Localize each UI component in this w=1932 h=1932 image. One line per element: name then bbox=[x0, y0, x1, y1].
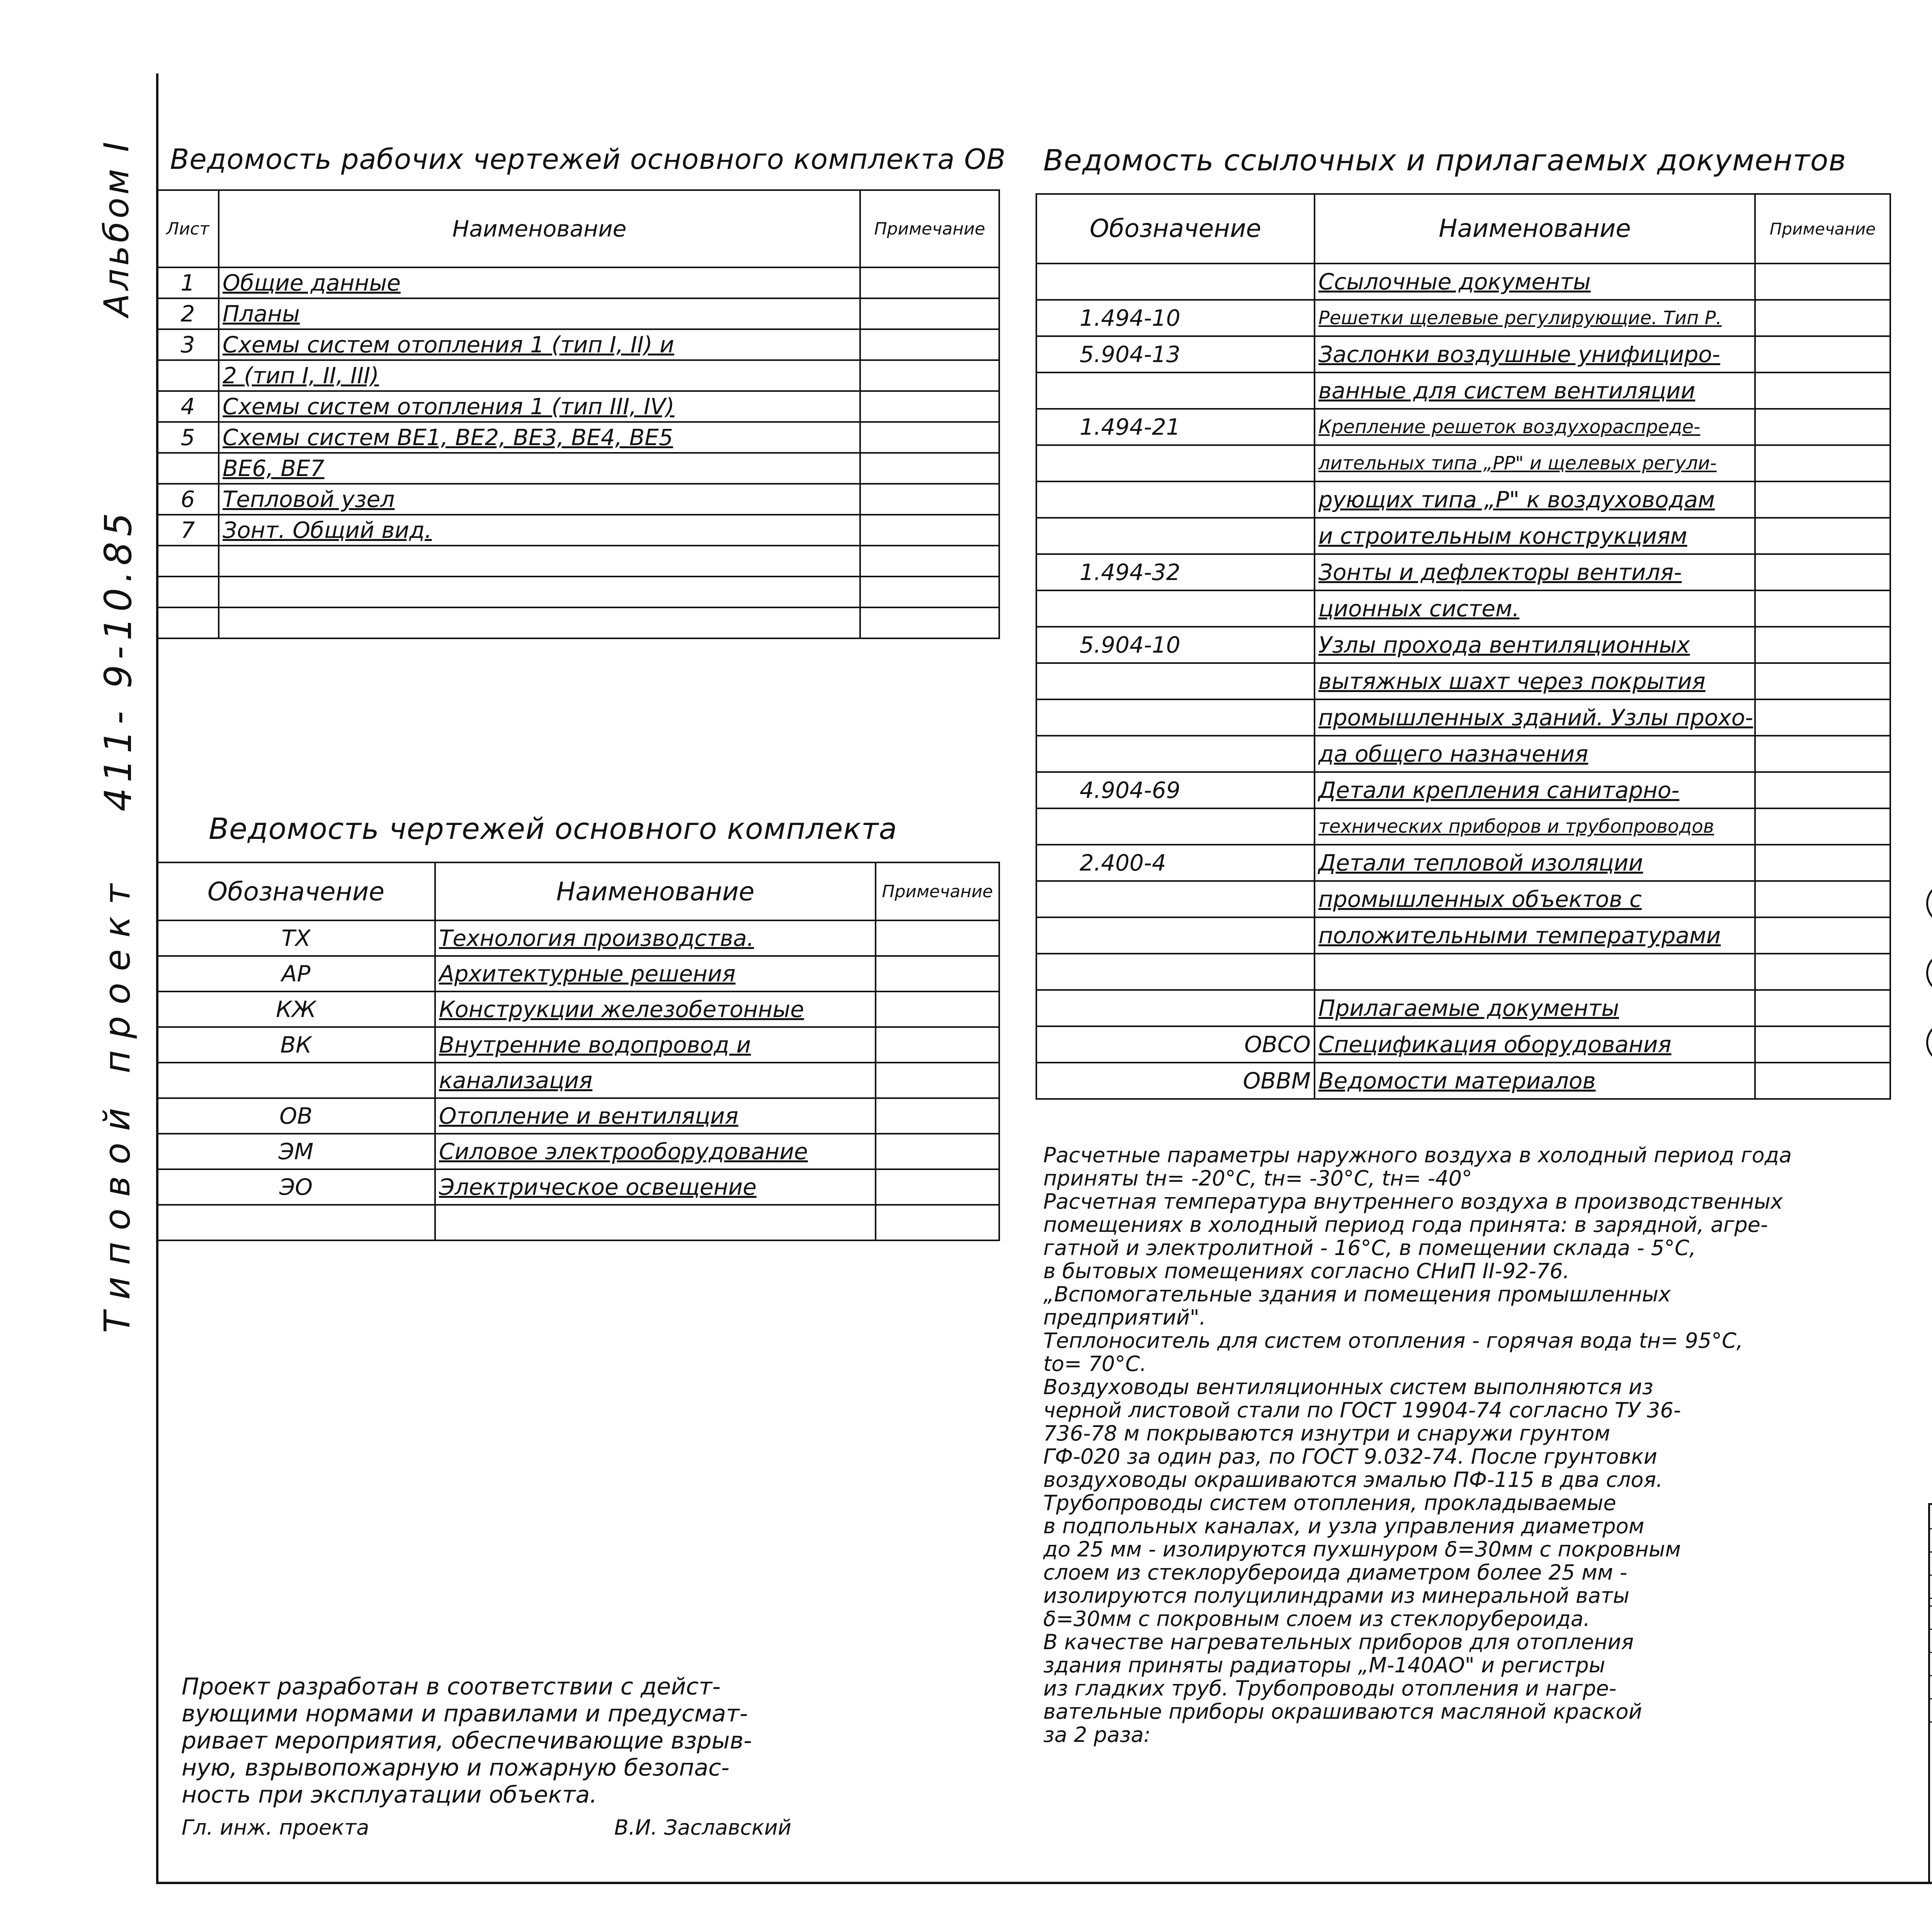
wd-name-cell: Планы bbox=[219, 298, 860, 329]
table-row bbox=[1036, 336, 1890, 372]
table-row bbox=[157, 1205, 999, 1240]
rd-code-cell bbox=[1036, 518, 1315, 554]
referenced-docs-title: Ведомость ссылочных и прилагаемых документов bbox=[1043, 143, 1847, 177]
rd-name-cell: положительными температурами bbox=[1315, 917, 1755, 954]
rd-name-cell: ционных систем. bbox=[1315, 590, 1755, 627]
note-line: предприятий". bbox=[1043, 1305, 1206, 1330]
ms-col-note: Примечание bbox=[876, 862, 999, 920]
rd-name-cell: Заслонки воздушные унифициро- bbox=[1315, 336, 1755, 372]
note-line: tо= 70°С. bbox=[1043, 1352, 1147, 1376]
note-line: изолируются полуцилиндрами из минеральной ваты bbox=[1043, 1583, 1629, 1608]
ms-name-cell: Конструкции железобетонные bbox=[435, 992, 876, 1027]
rd-code-cell: 1.494-32 bbox=[1036, 554, 1315, 590]
table-row bbox=[157, 267, 999, 298]
ms-col-code: Обозначение bbox=[157, 862, 435, 920]
wd-name-cell: Тепловой узел bbox=[219, 484, 860, 515]
ms-note-cell bbox=[876, 920, 999, 956]
title-block-left bbox=[1930, 1505, 1932, 1884]
table-row bbox=[157, 577, 999, 607]
wd-name-cell: Схемы систем ВЕ1, ВЕ2, ВЕ3, ВЕ4, ВЕ5 bbox=[219, 422, 860, 453]
rd-name-cell: ванные для систем вентиляции bbox=[1315, 372, 1755, 409]
note-line: 736-78 м покрываются изнутри и снаружи грунтом bbox=[1043, 1421, 1611, 1446]
ms-code-cell: ОВ bbox=[157, 1098, 435, 1134]
table-row bbox=[1036, 881, 1890, 917]
ms-code-cell: ВК bbox=[157, 1027, 435, 1063]
wd-name-cell bbox=[219, 607, 860, 638]
rd-name-cell bbox=[1315, 954, 1755, 990]
wd-sheet-cell: 2 bbox=[157, 298, 219, 329]
rd-code-cell: 1.494-21 bbox=[1036, 409, 1315, 445]
note-line: здания приняты радиаторы „М-140АО" и регистры bbox=[1043, 1653, 1605, 1677]
table-row bbox=[157, 515, 999, 546]
ms-note-cell bbox=[876, 1063, 999, 1098]
ms-code-cell bbox=[157, 1063, 435, 1098]
rd-code-cell: 5.904-13 bbox=[1036, 336, 1315, 372]
wd-name-cell: Общие данные bbox=[219, 267, 860, 298]
project-code: 411- 9-10.85 bbox=[97, 507, 140, 811]
table-row bbox=[157, 360, 999, 391]
table-row bbox=[157, 546, 999, 577]
rd-name-cell: лительных типа „РР" и щелевых регули- bbox=[1315, 445, 1755, 481]
rd-name-cell: Ссылочные документы bbox=[1315, 264, 1755, 300]
note-line: Воздуховоды вентиляционных систем выполняются из bbox=[1043, 1375, 1653, 1399]
wd-note-cell bbox=[860, 267, 999, 298]
tb-grid-line bbox=[1930, 1575, 1932, 1576]
table-row bbox=[1036, 554, 1890, 590]
rd-name-cell: промышленных зданий. Узлы прохо- bbox=[1315, 699, 1755, 736]
rd-note-cell bbox=[1755, 954, 1890, 990]
ms-name-cell: Технология производства. bbox=[435, 920, 876, 956]
rd-name-cell: Прилагаемые документы bbox=[1315, 990, 1755, 1026]
rd-code-cell bbox=[1036, 808, 1315, 845]
note-line: воздуховоды окрашиваются эмалью ПФ-115 в два слоя. bbox=[1043, 1468, 1663, 1492]
rd-name-cell: Детали тепловой изоляции bbox=[1315, 845, 1755, 881]
table-row bbox=[1036, 845, 1890, 881]
table-row bbox=[157, 329, 999, 360]
wd-sheet-cell bbox=[157, 453, 219, 484]
ms-name-cell: Отопление и вентиляция bbox=[435, 1098, 876, 1134]
col-name: Наименование bbox=[219, 190, 860, 267]
chief-engineer-name: В.И. Заславский bbox=[614, 1815, 791, 1840]
wd-sheet-cell: 4 bbox=[157, 391, 219, 422]
notes-block bbox=[1043, 1144, 1792, 1747]
rd-col-code: Обозначение bbox=[1036, 194, 1315, 264]
wd-note-cell bbox=[860, 453, 999, 484]
wd-note-cell bbox=[860, 391, 999, 422]
rd-note-cell bbox=[1755, 481, 1890, 518]
ms-note-cell bbox=[876, 1205, 999, 1240]
rd-code-cell: 1.494-10 bbox=[1036, 300, 1315, 336]
table-row bbox=[1036, 264, 1890, 300]
rd-name-cell: да общего назначения bbox=[1315, 736, 1755, 772]
note-line: в бытовых помещениях согласно СНиП II-92-76. bbox=[1043, 1259, 1570, 1283]
tb-grid-line bbox=[1930, 1551, 1932, 1553]
rd-note-cell bbox=[1755, 590, 1890, 627]
project-type: Типовой проект bbox=[97, 872, 138, 1333]
table-row bbox=[1036, 1063, 1890, 1099]
ms-code-cell: ЭМ bbox=[157, 1134, 435, 1169]
rd-note-cell bbox=[1755, 917, 1890, 954]
table-row bbox=[1036, 699, 1890, 736]
rd-note-cell bbox=[1755, 808, 1890, 845]
note-line: ГФ-020 за один раз, по ГОСТ 9.032-74. После грунтовки bbox=[1043, 1444, 1657, 1469]
table-row bbox=[1036, 1026, 1890, 1063]
table-row bbox=[1036, 627, 1890, 663]
rd-code-cell: ОВВМ bbox=[1036, 1063, 1315, 1099]
rd-note-cell bbox=[1755, 409, 1890, 445]
rd-code-cell bbox=[1036, 990, 1315, 1026]
wd-note-cell bbox=[860, 298, 999, 329]
wd-sheet-cell: 6 bbox=[157, 484, 219, 515]
title-block bbox=[1928, 1503, 1932, 1884]
tb-grid-line bbox=[1930, 1721, 1932, 1723]
note-line: черной листовой стали по ГОСТ 19904-74 согласно ТУ 36- bbox=[1043, 1398, 1681, 1422]
wd-name-cell: Зонт. Общий вид. bbox=[219, 515, 860, 546]
rd-note-cell bbox=[1755, 1063, 1890, 1099]
note-line: „Вспомогательные здания и помещения промышленных bbox=[1043, 1282, 1671, 1306]
rd-code-cell bbox=[1036, 917, 1315, 954]
table-row bbox=[1036, 518, 1890, 554]
ms-col-name: Наименование bbox=[435, 862, 876, 920]
rd-note-cell bbox=[1755, 881, 1890, 917]
rd-name-cell: рующих типа „Р" к воздуховодам bbox=[1315, 481, 1755, 518]
main-set-title: Ведомость чертежей основного комплекта bbox=[209, 811, 898, 846]
tb-grid-line bbox=[1930, 1629, 1932, 1630]
compliance-line: ную, взрывопожарную и пожарную безопас- bbox=[182, 1754, 730, 1781]
wd-sheet-cell: 5 bbox=[157, 422, 219, 453]
ms-name-cell: Силовое электрооборудование bbox=[435, 1134, 876, 1169]
tb-grid-line bbox=[1930, 1605, 1932, 1607]
ms-code-cell: КЖ bbox=[157, 992, 435, 1027]
note-line: Расчетная температура внутреннего воздуха в производственных bbox=[1043, 1189, 1783, 1214]
wd-sheet-cell bbox=[157, 577, 219, 607]
wd-name-cell: Схемы систем отопления 1 (тип I, II) и bbox=[219, 329, 860, 360]
table-row bbox=[157, 1098, 999, 1134]
wd-name-cell bbox=[219, 577, 860, 607]
ms-name-cell: канализация bbox=[435, 1063, 876, 1098]
wd-note-cell bbox=[860, 360, 999, 391]
rd-code-cell: 4.904-69 bbox=[1036, 772, 1315, 808]
table-row bbox=[157, 453, 999, 484]
referenced-docs-table bbox=[1036, 193, 1891, 1100]
rd-code-cell bbox=[1036, 481, 1315, 518]
rd-note-cell bbox=[1755, 518, 1890, 554]
table-row bbox=[157, 956, 999, 992]
ms-code-cell bbox=[157, 1205, 435, 1240]
table-row bbox=[1036, 736, 1890, 772]
wd-sheet-cell: 1 bbox=[157, 267, 219, 298]
table-row bbox=[1036, 300, 1890, 336]
table-row bbox=[1036, 481, 1890, 518]
rd-col-name: Наименование bbox=[1315, 194, 1755, 264]
table-row bbox=[1036, 663, 1890, 699]
wd-note-cell bbox=[860, 515, 999, 546]
rd-name-cell: вытяжных шахт через покрытия bbox=[1315, 663, 1755, 699]
table-row bbox=[157, 992, 999, 1027]
chief-engineer-role: Гл. инж. проекта bbox=[182, 1815, 369, 1840]
rd-name-cell: промышленных объектов с bbox=[1315, 881, 1755, 917]
ms-name-cell: Архитектурные решения bbox=[435, 956, 876, 992]
note-line: в подпольных каналах, и узла управления диаметром bbox=[1043, 1514, 1645, 1538]
working-drawings-title: Ведомость рабочих чертежей основного комплекта ОВ bbox=[170, 143, 1006, 175]
rd-note-cell bbox=[1755, 264, 1890, 300]
wd-sheet-cell bbox=[157, 607, 219, 638]
rd-name-cell: Спецификация оборудования bbox=[1315, 1026, 1755, 1063]
rd-note-cell bbox=[1755, 1026, 1890, 1063]
table-row bbox=[157, 607, 999, 638]
rd-name-cell: Детали крепления санитарно- bbox=[1315, 772, 1755, 808]
table-row bbox=[1036, 990, 1890, 1026]
wd-name-cell bbox=[219, 546, 860, 577]
ms-note-cell bbox=[876, 1027, 999, 1063]
compliance-line: ривает мероприятия, обеспечивающие взрыв- bbox=[182, 1727, 752, 1754]
rd-code-cell bbox=[1036, 264, 1315, 300]
tb-grid-line bbox=[1930, 1598, 1932, 1599]
ms-code-cell: ТХ bbox=[157, 920, 435, 956]
rd-note-cell bbox=[1755, 736, 1890, 772]
note-line: за 2 раза: bbox=[1043, 1723, 1151, 1747]
rd-name-cell: Ведомости материалов bbox=[1315, 1063, 1755, 1099]
note-line: δ=30мм с покровным слоем из стеклорубероида. bbox=[1043, 1607, 1590, 1631]
note-line: Расчетные параметры наружного воздуха в холодный период года bbox=[1043, 1143, 1792, 1167]
main-set-table bbox=[156, 862, 1000, 1241]
rd-note-cell bbox=[1755, 445, 1890, 481]
rd-code-cell bbox=[1036, 590, 1315, 627]
wd-sheet-cell: 7 bbox=[157, 515, 219, 546]
rd-note-cell bbox=[1755, 300, 1890, 336]
ms-note-cell bbox=[876, 1134, 999, 1169]
ms-name-cell bbox=[435, 1205, 876, 1240]
ms-note-cell bbox=[876, 1098, 999, 1134]
table-row bbox=[157, 920, 999, 956]
wd-name-cell: ВЕ6, ВЕ7 bbox=[219, 453, 860, 484]
wd-sheet-cell: 3 bbox=[157, 329, 219, 360]
ms-note-cell bbox=[876, 956, 999, 992]
note-line: помещениях в холодный период года принята: в зарядной, агре- bbox=[1043, 1213, 1768, 1237]
ms-code-cell: ЭО bbox=[157, 1169, 435, 1205]
rd-note-cell bbox=[1755, 336, 1890, 372]
table-row bbox=[1036, 590, 1890, 627]
rd-name-cell: Крепление решеток воздухораспреде- bbox=[1315, 409, 1755, 445]
rd-code-cell bbox=[1036, 663, 1315, 699]
wd-note-cell bbox=[860, 577, 999, 607]
compliance-note bbox=[182, 1673, 791, 1839]
tb-grid-line bbox=[1930, 1652, 1932, 1653]
ms-name-cell: Электрическое освещение bbox=[435, 1169, 876, 1205]
note-line: Трубопроводы систем отопления, прокладываемые bbox=[1043, 1491, 1616, 1515]
rd-name-cell: технических приборов и трубопроводов bbox=[1315, 808, 1755, 845]
rd-code-cell bbox=[1036, 954, 1315, 990]
compliance-line: вующими нормами и правилами и предусмат- bbox=[182, 1700, 748, 1727]
ms-note-cell bbox=[876, 992, 999, 1027]
table-row bbox=[1036, 772, 1890, 808]
table-row bbox=[157, 1063, 999, 1098]
table-row bbox=[157, 391, 999, 422]
working-drawings-table bbox=[156, 189, 1000, 639]
wd-note-cell bbox=[860, 329, 999, 360]
note-line: вательные приборы окрашиваются масляной краской bbox=[1043, 1699, 1642, 1724]
table-row bbox=[157, 1134, 999, 1169]
col-note: Примечание bbox=[860, 190, 999, 267]
tb-grid-line bbox=[1930, 1698, 1932, 1699]
ms-code-cell: АР bbox=[157, 956, 435, 992]
wd-name-cell: 2 (тип I, II, III) bbox=[219, 360, 860, 391]
album-label: Альбом I bbox=[97, 139, 136, 317]
ms-name-cell: Внутренние водопровод и bbox=[435, 1027, 876, 1063]
table-row bbox=[1036, 409, 1890, 445]
rd-name-cell: Зонты и дефлекторы вентиля- bbox=[1315, 554, 1755, 590]
table-row bbox=[1036, 372, 1890, 409]
table-row bbox=[157, 1169, 999, 1205]
table-row bbox=[157, 422, 999, 453]
rd-note-cell bbox=[1755, 772, 1890, 808]
rd-code-cell: ОВСО bbox=[1036, 1026, 1315, 1063]
rd-code-cell bbox=[1036, 372, 1315, 409]
rd-note-cell bbox=[1755, 990, 1890, 1026]
rd-note-cell bbox=[1755, 372, 1890, 409]
note-line: приняты tн= -20°С, tн= -30°С, tн= -40° bbox=[1043, 1166, 1473, 1190]
rd-code-cell: 5.904-10 bbox=[1036, 627, 1315, 663]
rd-col-note: Примечание bbox=[1755, 194, 1890, 264]
note-line: В качестве нагревательных приборов для отопления bbox=[1043, 1630, 1634, 1654]
wd-note-cell bbox=[860, 422, 999, 453]
col-sheet: Лист bbox=[157, 190, 219, 267]
wd-note-cell bbox=[860, 546, 999, 577]
table-row bbox=[157, 298, 999, 329]
note-line: из гладких труб. Трубопроводы отопления и нагре- bbox=[1043, 1676, 1617, 1701]
rd-note-cell bbox=[1755, 663, 1890, 699]
rd-code-cell: 2.400-4 bbox=[1036, 845, 1315, 881]
rd-name-cell: и строительным конструкциям bbox=[1315, 518, 1755, 554]
wd-note-cell bbox=[860, 607, 999, 638]
table-row bbox=[157, 1027, 999, 1063]
wd-sheet-cell bbox=[157, 546, 219, 577]
compliance-line: Проект разработан в соответствии с дейст- bbox=[182, 1673, 721, 1700]
rd-name-cell: Решетки щелевые регулирующие. Тип Р. bbox=[1315, 300, 1755, 336]
note-line: до 25 мм - изолируются пухшнуром δ=30мм с покровным bbox=[1043, 1537, 1681, 1561]
rd-note-cell bbox=[1755, 627, 1890, 663]
table-row bbox=[1036, 445, 1890, 481]
table-row bbox=[1036, 917, 1890, 954]
rd-code-cell bbox=[1036, 445, 1315, 481]
wd-name-cell: Схемы систем отопления 1 (тип III, IV) bbox=[219, 391, 860, 422]
rd-note-cell bbox=[1755, 845, 1890, 881]
rd-code-cell bbox=[1036, 699, 1315, 736]
tb-grid-line bbox=[1930, 1528, 1932, 1529]
rd-code-cell bbox=[1036, 736, 1315, 772]
ms-note-cell bbox=[876, 1169, 999, 1205]
plan-scheme bbox=[1924, 835, 1932, 1198]
tb-grid-line bbox=[1930, 1675, 1932, 1676]
rd-code-cell bbox=[1036, 881, 1315, 917]
wd-note-cell bbox=[860, 484, 999, 515]
note-line: гатной и электролитной - 16°С, в помещении склада - 5°С, bbox=[1043, 1236, 1696, 1260]
rd-note-cell bbox=[1755, 554, 1890, 590]
rd-name-cell: Узлы прохода вентиляционных bbox=[1315, 627, 1755, 663]
table-row bbox=[1036, 808, 1890, 845]
note-line: слоем из стеклорубероида диаметром более 25 мм - bbox=[1043, 1560, 1628, 1585]
compliance-line: ность при эксплуатации объекта. bbox=[182, 1781, 597, 1808]
table-row bbox=[1036, 954, 1890, 990]
table-row bbox=[157, 484, 999, 515]
wd-sheet-cell bbox=[157, 360, 219, 391]
rd-note-cell bbox=[1755, 699, 1890, 736]
note-line: Теплоноситель для систем отопления - горячая вода tн= 95°С, bbox=[1043, 1328, 1743, 1353]
